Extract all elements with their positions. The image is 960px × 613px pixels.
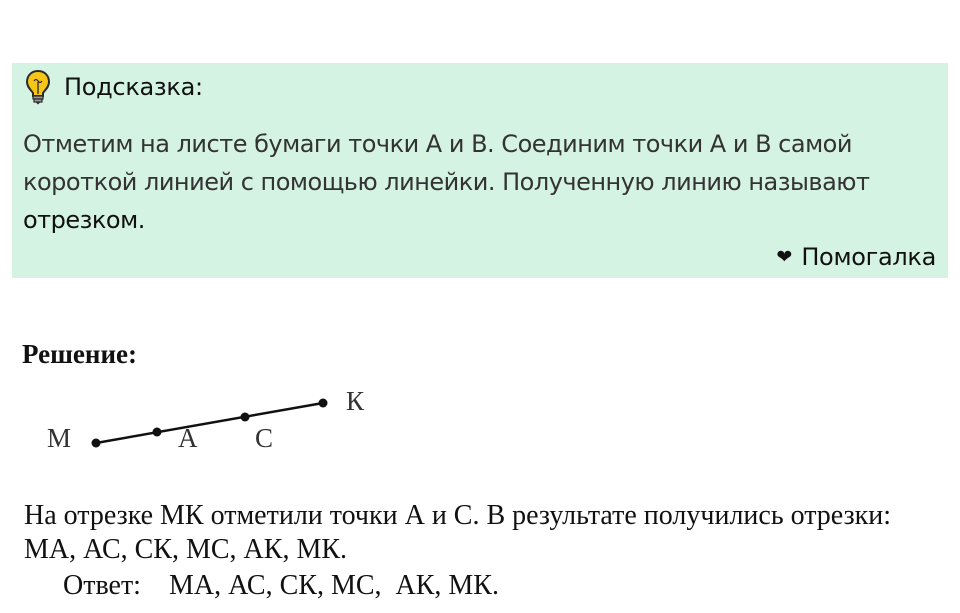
- lightbulb-icon: [24, 69, 52, 105]
- point-a: [153, 428, 162, 437]
- label-c: С: [255, 423, 274, 453]
- segment-figure: [0, 380, 400, 460]
- answer-label: Ответ:: [63, 570, 141, 601]
- point-m: [92, 439, 101, 448]
- hint-term: отрезком.: [23, 206, 145, 234]
- label-k: К: [346, 386, 365, 416]
- hint-title: Подсказка:: [64, 73, 203, 101]
- helper-link[interactable]: [776, 241, 936, 273]
- label-m: М: [47, 423, 72, 453]
- heart-icon: ❤: [776, 245, 793, 268]
- solution-heading: Решение:: [22, 339, 137, 369]
- point-k: [319, 399, 328, 408]
- hint-text: [23, 125, 943, 239]
- hint-body: Отметим на листе бумаги точки А и В. Соединим точки А и В самой короткой линией с помощью линейки. Полученную линию называют: [23, 130, 870, 196]
- solution-text: На отрезке МК отметили точки А и С. В результате получились отрезки: МА, АС, СК, МС, АК, МК.: [24, 500, 892, 565]
- segment-mk: [96, 403, 323, 443]
- label-a: А: [178, 423, 198, 453]
- hint-box: [12, 63, 948, 278]
- answer-line: [63, 569, 499, 603]
- hint-header: [24, 69, 203, 105]
- helper-label: Помогалка: [801, 243, 936, 271]
- point-c: [241, 413, 250, 422]
- answer-value: МА, АС, СК, МС, АК, МК.: [168, 570, 499, 601]
